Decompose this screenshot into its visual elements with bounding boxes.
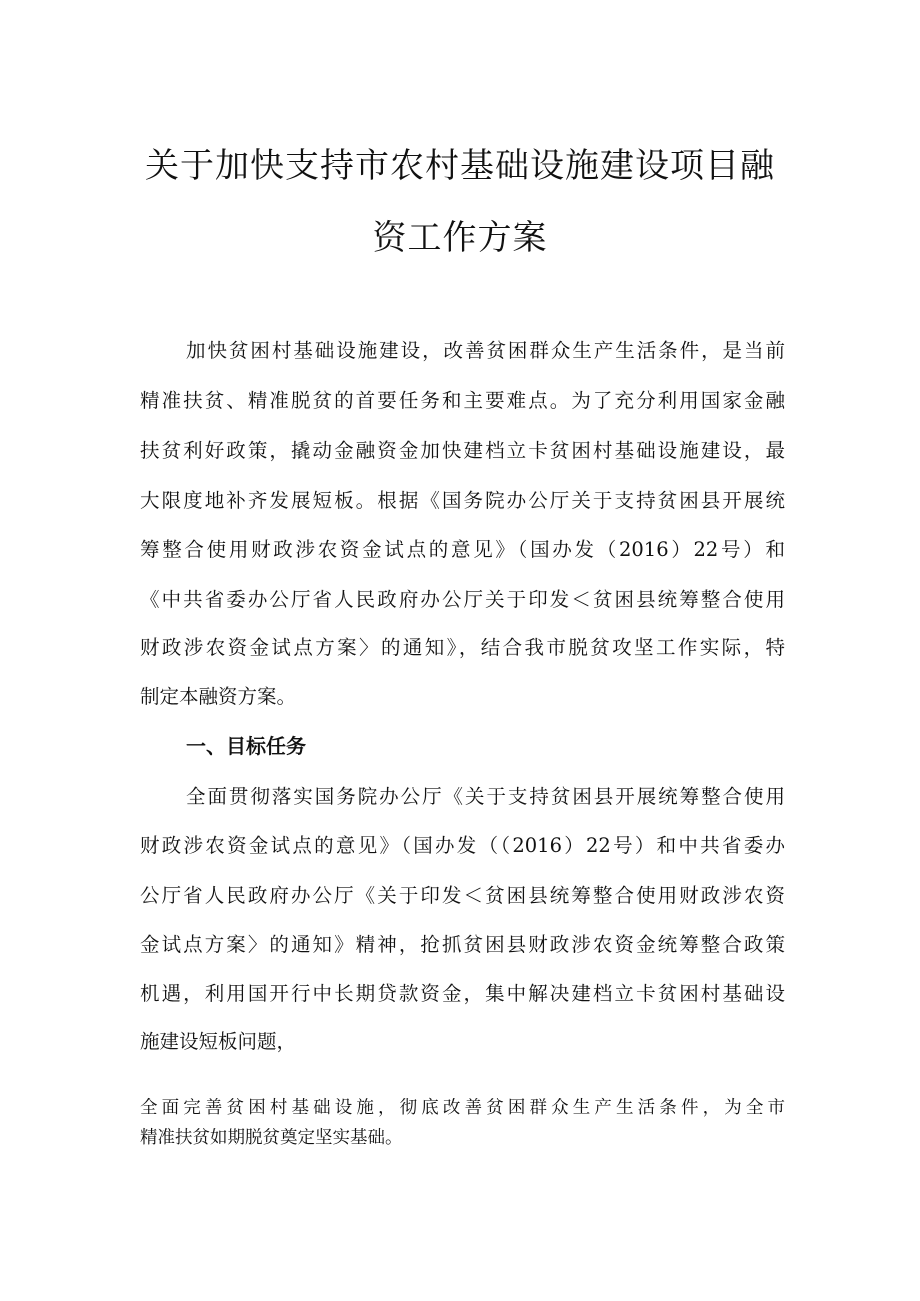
paragraph-line: 制定本融资方案。: [140, 685, 297, 708]
paragraph-line: 加快贫困村基础设施建设，改善贫困群众生产生活条件，是当前: [186, 339, 785, 362]
paragraph-line: 全面贯彻落实国务院办公厅《关于支持贫困县开展统筹整合使用: [186, 785, 785, 808]
document-title-line-1: 关于加快支持市农村基础设施建设项目融: [145, 146, 775, 186]
paragraph-line: 筹整合使用财政涉农资金试点的意见》（国办发（2016）22号）和: [140, 538, 785, 561]
document-title-line-2: 资工作方案: [372, 218, 548, 258]
paragraph-line: 全面完善贫困村基础设施，彻底改善贫困群众生产生活条件，为全市: [140, 1098, 785, 1118]
paragraph-line: 财政涉农资金试点方案〉的通知》，结合我市脱贫攻坚工作实际，特: [140, 636, 785, 659]
paragraph-line: 精准扶贫、精准脱贫的首要任务和主要难点。为了充分利用国家金融: [140, 389, 785, 412]
paragraph-line: 《中共省委办公厅省人民政府办公厅关于印发＜贫困县统筹整合使用: [140, 588, 785, 611]
paragraph-line: 扶贫利好政策，撬动金融资金加快建档立卡贫困村基础设施建设，最: [140, 439, 785, 462]
paragraph-line: 精准扶贫如期脱贫奠定坚实基础。: [140, 1128, 403, 1148]
paragraph-line: 大限度地补齐发展短板。根据《国务院办公厅关于支持贫困县开展统: [140, 489, 785, 512]
paragraph-line: 公厅省人民政府办公厅《关于印发＜贫困县统筹整合使用财政涉农资: [140, 884, 785, 907]
paragraph-line: 机遇，利用国开行中长期贷款资金，集中解决建档立卡贫困村基础设: [140, 982, 785, 1005]
section-heading: 一、目标任务: [186, 734, 306, 758]
paragraph-line: 金试点方案〉的通知》精神，抢抓贫困县财政涉农资金统筹整合政策: [140, 933, 785, 956]
paragraph-line: 财政涉农资金试点的意见》（国办发（（2016）22号）和中共省委办: [140, 834, 785, 857]
paragraph-line: 施建设短板问题，: [140, 1030, 297, 1053]
